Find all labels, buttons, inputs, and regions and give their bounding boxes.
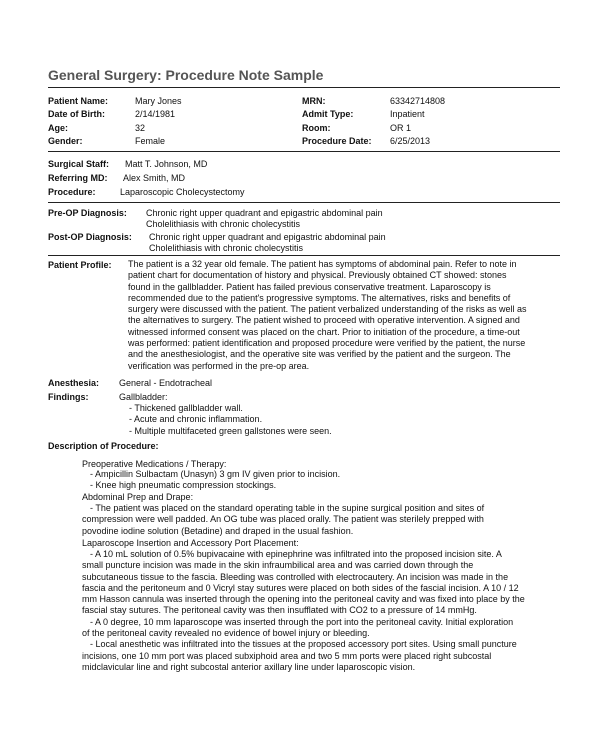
post-op-diagnosis-label: Post-OP Diagnosis:	[48, 232, 132, 242]
anesthesia-label: Anesthesia:	[48, 378, 100, 388]
surgical-staff-label: Surgical Staff:	[48, 159, 110, 169]
lap-line: midclavicular line and right subcostal anterior axillary line under laparoscopic vision.	[82, 661, 416, 672]
description-label: Description of Procedure:	[48, 441, 159, 451]
list-item: - Knee high pneumatic compression stockings.	[90, 480, 277, 491]
profile-line: the alternatives to surgery. The patient wished to proceed with operative intervention. A signed and	[128, 315, 520, 326]
room-value: OR 1	[390, 123, 412, 133]
anesthesia-value: General - Endotracheal	[119, 378, 213, 388]
pre-op-diagnosis-label: Pre-OP Diagnosis:	[48, 208, 127, 218]
profile-line: surgery were discussed with the patient. The patient verbalized understanding of the risks as well as	[128, 304, 527, 315]
post-op-diagnosis-line-2: Cholelithiasis with chronic cholecystitis	[149, 243, 304, 253]
profile-line: was performed: patient identification and proposed procedure were verified by the patient, the nurse	[128, 338, 526, 349]
procedure-date-value: 6/25/2013	[390, 136, 431, 146]
meds-heading: Preoperative Medications / Therapy:	[82, 459, 227, 469]
dob-value: 2/14/1981	[135, 109, 176, 119]
profile-line: and the anesthesiologist, and the operative site was verified by the patient and the surgeon. The	[128, 349, 511, 360]
document-title: General Surgery: Procedure Note Sample	[48, 67, 324, 83]
list-item: - Thickened gallbladder wall.	[129, 403, 243, 413]
lap-line: incisions, one 10 mm port was placed subxiphoid area and two 5 mm ports were placed right subcostal	[82, 650, 492, 661]
staff-divider	[48, 202, 560, 203]
prep-text	[82, 503, 558, 537]
gender-label: Gender:	[48, 136, 83, 146]
prep-line: compression were well padded. An OG tube was placed orally. The patient was sterilely prepped with	[82, 514, 484, 525]
admit-type-value: Inpatient	[390, 109, 425, 119]
diagnosis-divider	[48, 255, 560, 256]
list-item: - Multiple multifaceted green gallstones were seen.	[129, 425, 332, 436]
lap-line: mm Hasson cannula was inserted through the opening into the peritoneal cavity and was fixed into place by the	[82, 594, 525, 605]
lap-line: - Local anesthetic was infiltrated into the tissues at the proposed accessory port sites. Using small puncture	[90, 639, 517, 650]
profile-line: The patient is a 32 year old female. The patient has symptoms of abdominal pain. Refer to note in	[128, 259, 517, 269]
prep-line: povodine iodine solution (Betadine) and draped in the usual fashion.	[82, 525, 354, 536]
dob-label: Date of Birth:	[48, 109, 105, 119]
prep-heading: Abdominal Prep and Drape:	[82, 492, 194, 502]
procedure-value: Laparoscopic Cholecystectomy	[120, 187, 245, 197]
mrn-label: MRN:	[302, 96, 326, 106]
age-value: 32	[135, 123, 146, 133]
meds-list	[90, 469, 540, 492]
lap-line: fascial stay sutures. The peritoneal cavity was then insufflated with CO2 to a pressure of 14 mmHg.	[82, 605, 477, 616]
patient-profile-text	[128, 259, 558, 372]
admit-type-label: Admit Type:	[302, 109, 354, 119]
procedure-label: Procedure:	[48, 187, 96, 197]
profile-line: patient chart for documentation of history and physical. Previously obtained CT showed: stones	[128, 270, 507, 281]
laparoscope-heading: Laparoscope Insertion and Accessory Port Placement:	[82, 538, 299, 548]
title-divider	[48, 87, 560, 88]
patient-profile-label: Patient Profile:	[48, 260, 112, 270]
lap-line: subcutaneous tissue to the fascia. Bleeding was controlled with electrocautery. An incision was made in the	[82, 571, 509, 582]
room-label: Room:	[302, 123, 331, 133]
laparoscope-text	[82, 549, 558, 673]
profile-line: verification was performed in the pre-op area.	[128, 360, 310, 371]
patient-name-label: Patient Name:	[48, 96, 109, 106]
lap-line: - A 0 degree, 10 mm laparoscope was inserted through the port into the peritoneal cavity. Initial exploration	[90, 616, 514, 627]
referring-md-value: Alex Smith, MD	[123, 173, 186, 183]
post-op-diagnosis-line-1: Chronic right upper quadrant and epigastric abdominal pain	[149, 232, 386, 242]
profile-line: found in the gallbladder. Patient has failed previous conservative treatment. Laparoscopy is	[128, 281, 491, 292]
pre-op-diagnosis-line-1: Chronic right upper quadrant and epigastric abdominal pain	[146, 208, 383, 218]
findings-heading: Gallbladder:	[119, 392, 168, 402]
info-divider	[48, 151, 560, 152]
pre-op-diagnosis-line-2: Cholelithiasis with chronic cholecystitis	[146, 219, 301, 229]
age-label: Age:	[48, 123, 68, 133]
lap-line: fascia and the peritoneum and 0 Vicryl stay sutures were placed on both sides of the fascial incision. A 10 / 12	[82, 582, 519, 593]
findings-list	[129, 403, 549, 437]
gender-value: Female	[135, 136, 166, 146]
list-item: - Ampicillin Sulbactam (Unasyn) 3 gm IV given prior to incision.	[90, 469, 341, 479]
surgical-staff-value: Matt T. Johnson, MD	[125, 159, 208, 169]
mrn-value: 63342714808	[390, 96, 446, 106]
findings-label: Findings:	[48, 392, 89, 402]
procedure-date-label: Procedure Date:	[302, 136, 372, 146]
profile-line: recommended due to the patient's progressive symptoms. The alternatives, risks and benefits of	[128, 292, 511, 303]
referring-md-label: Referring MD:	[48, 173, 108, 183]
lap-line: - A 10 mL solution of 0.5% bupivacaine with epinephrine was infiltrated into the proposed incision site. A	[90, 549, 502, 559]
lap-line: small puncture incision was made in the skin infraumbilical area and was carried down through the	[82, 560, 474, 571]
lap-line: of the peritoneal cavity revealed no evidence of bowel injury or bleeding.	[82, 628, 370, 639]
prep-line: - The patient was placed on the standard operating table in the supine surgical position and sites of	[90, 503, 485, 513]
list-item: - Acute and chronic inflammation.	[129, 414, 263, 425]
profile-line: witnessed informed consent was placed on the chart. Prior to initiation of the procedure, a time-out	[128, 326, 520, 337]
patient-name-value: Mary Jones	[135, 96, 182, 106]
